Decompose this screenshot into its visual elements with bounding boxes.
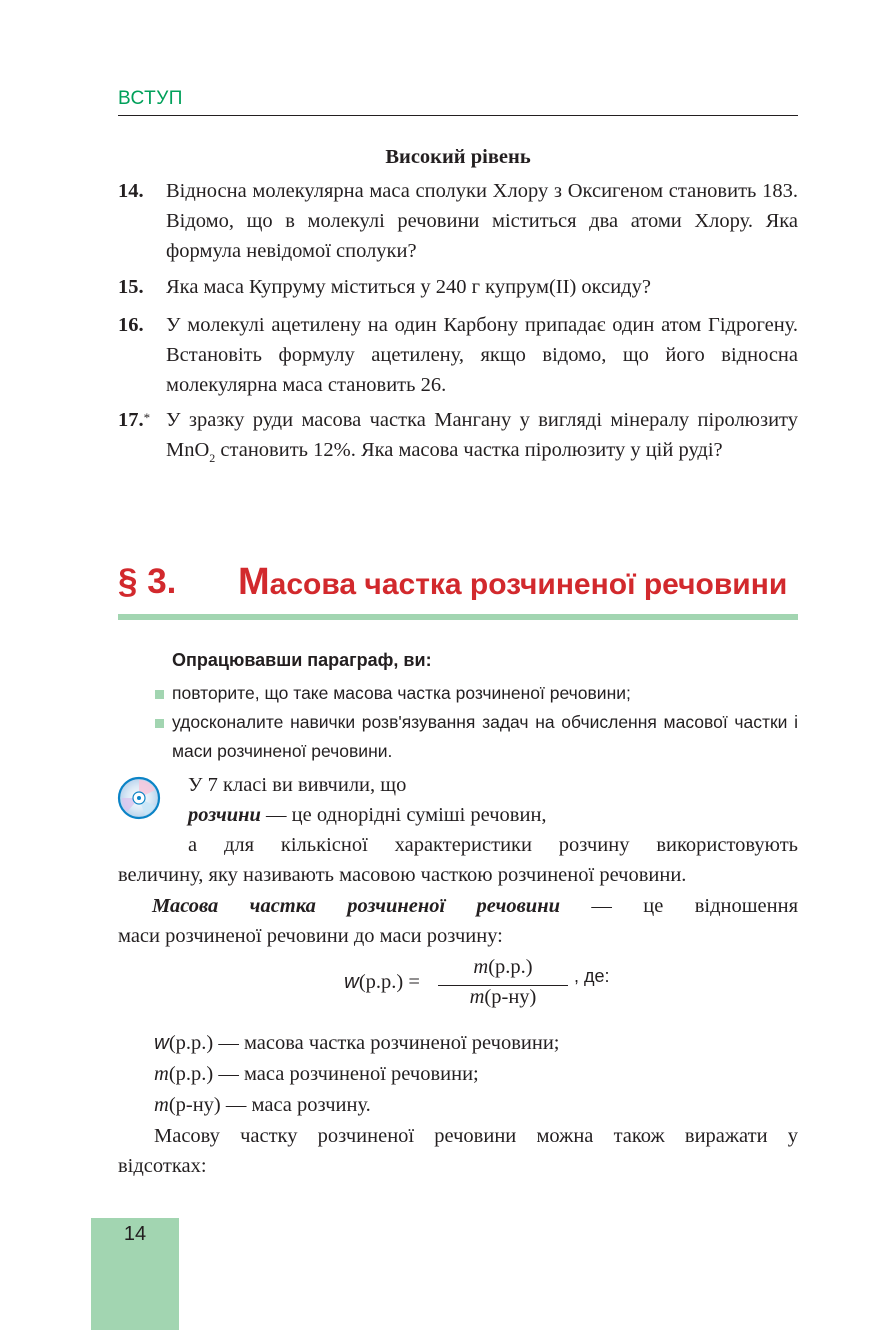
goal-text: повторите, що таке масова частка розчиненої речовини; [172,683,631,703]
formula-lhs: w(р.р.) = [344,970,420,993]
level-title: Високий рівень [385,146,531,168]
problem-text: У молекулі ацетилену на один Карбону припадає один атом Гідрогену. Встановіть формулу ацетилену, якщо відомо, що його відносна молекулярна маса становить 26. [166,314,798,396]
closing-line: відсотках: [118,1155,207,1177]
problem-14 [118,176,798,266]
problem-text: У зразку руди масова частка Мангану у вигляді мінералу піролюзиту MnO$_2$ становить 12%. Яка масова частка піролюзиту у цій руді? [166,409,798,465]
header-divider [118,115,798,116]
closing-line: Масову частку розчиненої речовини можна також виражати у [154,1125,798,1147]
problem-15 [118,272,798,302]
section-divider [118,614,798,620]
intro-line: величину, яку називають масовою часткою розчиненої речовини. [118,864,687,886]
definition-term: Масова частка розчиненої речовини [152,895,560,917]
definition-line: маси розчиненої речовини до маси розчину: [118,925,503,947]
mass-fraction-formula [344,956,610,1012]
intro-definition: розчини — це однорідні суміші речовин, [188,804,547,826]
formula-denominator: m(р-ну) [469,986,537,1008]
problem-number: 17.* [118,409,151,431]
goal-item [155,708,798,766]
problem-number: 15. [118,276,144,298]
goal-item [155,679,798,708]
section-number: § 3. [118,562,177,601]
goals-title: Опрацювавши параграф, ви: [172,650,432,670]
challenge-star: * [143,410,151,425]
problem-17 [118,405,798,467]
problem-text: Яка маса Купруму міститься у 240 г купрум(ІІ) оксиду? [166,276,651,298]
legend-item: m(р-ну) — маса розчину. [154,1094,371,1116]
bullet-square-icon [155,719,164,728]
formula-tail: , де: [574,966,610,986]
intro-line: У 7 класі ви вивчили, що [188,774,407,796]
goal-text: удосконалите навички розв'язування задач на обчислення масової частки і маси розчиненої речовини. [172,712,798,761]
running-header: ВСТУП [118,88,183,109]
legend-item: m(р.р.) — маса розчиненої речовини; [154,1063,479,1085]
problem-16 [118,310,798,400]
problem-number: 14. [118,180,144,202]
bullet-square-icon [155,690,164,699]
subscript: 2 [209,451,216,465]
formula-numerator: m(р.р.) [473,956,533,978]
section-title: Масова частка розчиненої речовини [238,561,788,603]
problem-text: Відносна молекулярна маса сполуки Хлору з Оксигеном становить 183. Відомо, що в молекулі речовини міститься два атоми Хлору. Яка формула невідомої сполуки? [166,180,798,262]
definition-line: Масова частка розчиненої речовини — це відношення [152,895,798,917]
legend-item: w(р.р.) — масова частка розчиненої речовини; [154,1031,560,1054]
problem-number: 16. [118,314,144,336]
intro-line: а для кількісної характеристики розчину використовують [188,834,798,856]
cd-disc-icon [117,776,161,820]
term-solutions: розчини [188,804,261,826]
page-number: 14 [123,1223,147,1245]
